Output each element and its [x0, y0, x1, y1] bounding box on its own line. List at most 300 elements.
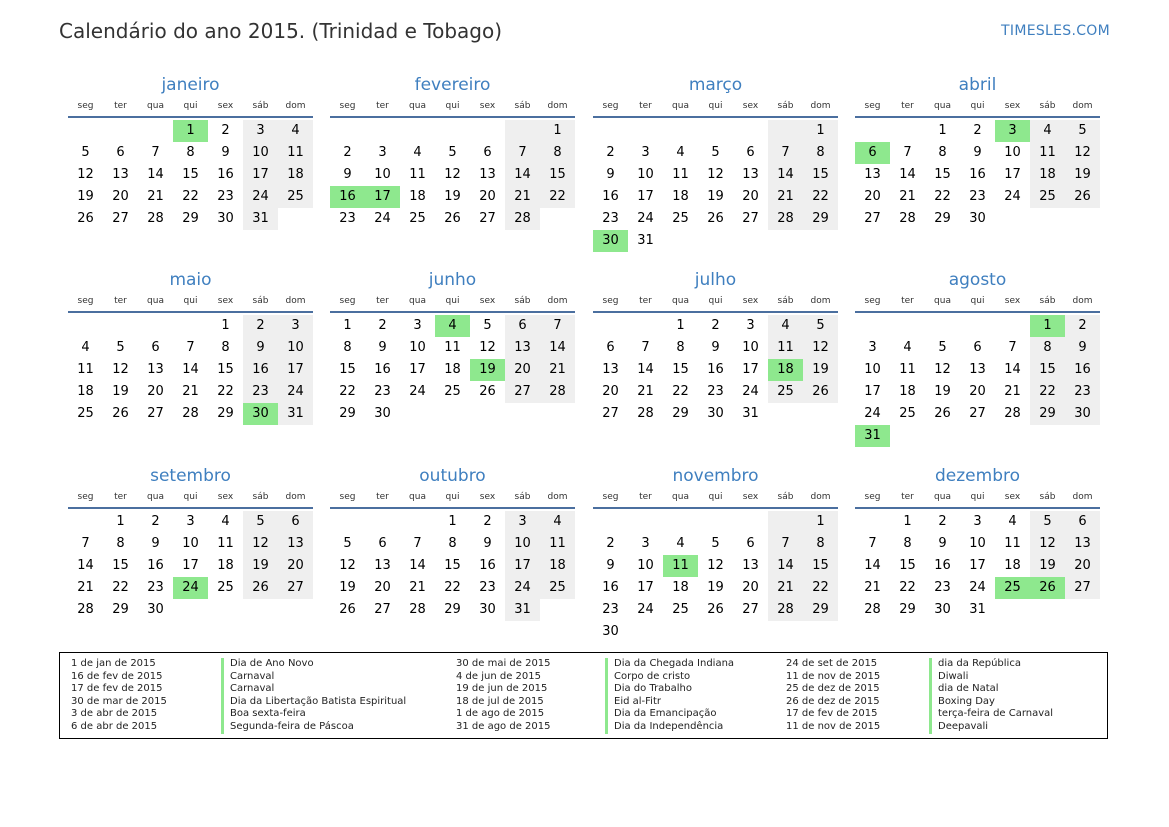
day-cell[interactable]: 7	[81, 536, 90, 551]
day-cell[interactable]: 24	[864, 406, 881, 421]
day-cell[interactable]: 1	[116, 514, 125, 529]
day-cell[interactable]: 16	[479, 558, 496, 573]
day-cell[interactable]: 4	[676, 145, 685, 160]
day-cell[interactable]: 4	[768, 315, 803, 337]
day-cell[interactable]: 11	[217, 536, 234, 551]
day-cell[interactable]: 25	[278, 186, 313, 208]
day-cell[interactable]: 3	[278, 315, 313, 337]
day-cell[interactable]: 19	[707, 580, 724, 595]
day-cell[interactable]: 1	[676, 318, 685, 333]
day-cell[interactable]: 3	[378, 145, 387, 160]
day-cell[interactable]: 2	[221, 123, 230, 138]
day-cell[interactable]: 11	[1004, 536, 1021, 551]
day-cell[interactable]: 15	[1030, 359, 1065, 381]
day-cell[interactable]: 9	[483, 536, 492, 551]
day-cell[interactable]: 28	[505, 208, 540, 230]
day-cell[interactable]: 22	[339, 384, 356, 399]
day-cell[interactable]: 26	[339, 602, 356, 617]
day-cell[interactable]: 1	[448, 514, 457, 529]
day-cell[interactable]: 2	[1065, 315, 1100, 337]
day-cell[interactable]: 11	[77, 362, 94, 377]
day-cell[interactable]: 1	[903, 514, 912, 529]
day-cell[interactable]: 27	[742, 211, 759, 226]
day-cell[interactable]: 17	[409, 362, 426, 377]
day-cell[interactable]: 25	[409, 211, 426, 226]
day-cell[interactable]: 4	[413, 145, 422, 160]
day-cell[interactable]: 9	[938, 536, 947, 551]
day-cell[interactable]: 13	[864, 167, 881, 182]
day-cell[interactable]: 20	[742, 189, 759, 204]
day-cell[interactable]: 12	[339, 558, 356, 573]
day-cell[interactable]: 29	[444, 602, 461, 617]
day-cell[interactable]: 7	[505, 142, 540, 164]
day-cell[interactable]: 23	[243, 381, 278, 403]
day-cell[interactable]: 11	[672, 167, 689, 182]
day-cell[interactable]: 28	[147, 211, 164, 226]
day-cell[interactable]: 17	[637, 189, 654, 204]
day-cell[interactable]: 14	[768, 164, 803, 186]
day-cell[interactable]: 13	[374, 558, 391, 573]
day-cell[interactable]: 6	[378, 536, 387, 551]
day-cell[interactable]: 22	[540, 186, 575, 208]
day-cell[interactable]: 9	[1065, 337, 1100, 359]
day-cell[interactable]: 2	[483, 514, 492, 529]
day-cell[interactable]: 5	[243, 511, 278, 533]
day-cell[interactable]: 21	[637, 384, 654, 399]
day-cell[interactable]: 12	[77, 167, 94, 182]
day-cell[interactable]: 16	[707, 362, 724, 377]
day-cell[interactable]: 7	[1008, 340, 1017, 355]
day-cell[interactable]: 18	[278, 164, 313, 186]
day-cell[interactable]: 22	[112, 580, 129, 595]
day-cell[interactable]: 25	[768, 381, 803, 403]
day-cell[interactable]: 25	[444, 384, 461, 399]
day-cell[interactable]: 15	[217, 362, 234, 377]
day-cell[interactable]: 30	[602, 624, 619, 639]
day-cell[interactable]: 26	[803, 381, 838, 403]
day-cell[interactable]: 21	[409, 580, 426, 595]
day-cell[interactable]: 17	[637, 580, 654, 595]
day-cell[interactable]: 20	[969, 384, 986, 399]
day-cell[interactable]: 15	[182, 167, 199, 182]
day-cell[interactable]: 25	[217, 580, 234, 595]
day-cell[interactable]: 3	[505, 511, 540, 533]
day-cell[interactable]: 7	[768, 533, 803, 555]
day-cell[interactable]: 23	[934, 580, 951, 595]
day-cell[interactable]: 26	[707, 602, 724, 617]
day-cell[interactable]: 28	[637, 406, 654, 421]
day-cell[interactable]: 15	[339, 362, 356, 377]
day-cell[interactable]: 15	[899, 558, 916, 573]
day-cell[interactable]: 20	[1065, 555, 1100, 577]
day-cell[interactable]: 10	[409, 340, 426, 355]
day-cell[interactable]: 20	[278, 555, 313, 577]
day-cell[interactable]: 22	[803, 577, 838, 599]
day-cell[interactable]: 26	[479, 384, 496, 399]
day-cell[interactable]: 8	[186, 145, 195, 160]
day-cell[interactable]: 21	[864, 580, 881, 595]
day-cell[interactable]: 4	[278, 120, 313, 142]
day-cell[interactable]: 19	[77, 189, 94, 204]
day-cell[interactable]: 14	[899, 167, 916, 182]
day-cell[interactable]: 23	[374, 384, 391, 399]
day-cell[interactable]: 17	[365, 186, 400, 208]
day-cell[interactable]: 29	[672, 406, 689, 421]
day-cell[interactable]: 2	[973, 123, 982, 138]
day-cell[interactable]: 19	[470, 359, 505, 381]
day-cell[interactable]: 30	[374, 406, 391, 421]
day-cell[interactable]: 11	[540, 533, 575, 555]
site-link[interactable]: TIMESLES.COM	[1001, 23, 1110, 39]
day-cell[interactable]: 19	[1030, 555, 1065, 577]
day-cell[interactable]: 26	[112, 406, 129, 421]
day-cell[interactable]: 1	[1030, 315, 1065, 337]
day-cell[interactable]: 3	[243, 120, 278, 142]
day-cell[interactable]: 28	[864, 602, 881, 617]
day-cell[interactable]: 5	[803, 315, 838, 337]
day-cell[interactable]: 29	[803, 599, 838, 621]
day-cell[interactable]: 30	[217, 211, 234, 226]
day-cell[interactable]: 28	[768, 599, 803, 621]
day-cell[interactable]: 16	[934, 558, 951, 573]
day-cell[interactable]: 13	[112, 167, 129, 182]
day-cell[interactable]: 24	[969, 580, 986, 595]
day-cell[interactable]: 10	[278, 337, 313, 359]
day-cell[interactable]: 3	[868, 340, 877, 355]
day-cell[interactable]: 18	[540, 555, 575, 577]
day-cell[interactable]: 21	[182, 384, 199, 399]
day-cell[interactable]: 6	[606, 340, 615, 355]
day-cell[interactable]: 2	[378, 318, 387, 333]
day-cell[interactable]: 18	[1030, 164, 1065, 186]
day-cell[interactable]: 11	[899, 362, 916, 377]
day-cell[interactable]: 15	[672, 362, 689, 377]
day-cell[interactable]: 12	[934, 362, 951, 377]
day-cell[interactable]: 24	[374, 211, 391, 226]
day-cell[interactable]: 13	[602, 362, 619, 377]
day-cell[interactable]: 7	[186, 340, 195, 355]
day-cell[interactable]: 25	[899, 406, 916, 421]
day-cell[interactable]: 31	[855, 425, 890, 447]
day-cell[interactable]: 18	[217, 558, 234, 573]
day-cell[interactable]: 7	[540, 315, 575, 337]
day-cell[interactable]: 21	[768, 577, 803, 599]
day-cell[interactable]: 6	[973, 340, 982, 355]
day-cell[interactable]: 30	[1065, 403, 1100, 425]
day-cell[interactable]: 27	[864, 211, 881, 226]
day-cell[interactable]: 29	[803, 208, 838, 230]
day-cell[interactable]: 29	[899, 602, 916, 617]
day-cell[interactable]: 13	[505, 337, 540, 359]
day-cell[interactable]: 5	[116, 340, 125, 355]
day-cell[interactable]: 20	[864, 189, 881, 204]
day-cell[interactable]: 6	[116, 145, 125, 160]
day-cell[interactable]: 29	[182, 211, 199, 226]
day-cell[interactable]: 1	[343, 318, 352, 333]
day-cell[interactable]: 9	[711, 340, 720, 355]
day-cell[interactable]: 5	[448, 145, 457, 160]
day-cell[interactable]: 2	[711, 318, 720, 333]
day-cell[interactable]: 12	[803, 337, 838, 359]
day-cell[interactable]: 30	[593, 230, 628, 252]
day-cell[interactable]: 22	[182, 189, 199, 204]
day-cell[interactable]: 28	[182, 406, 199, 421]
day-cell[interactable]: 5	[1065, 120, 1100, 142]
day-cell[interactable]: 12	[243, 533, 278, 555]
day-cell[interactable]: 22	[672, 384, 689, 399]
day-cell[interactable]: 19	[803, 359, 838, 381]
day-cell[interactable]: 25	[672, 211, 689, 226]
day-cell[interactable]: 13	[1065, 533, 1100, 555]
day-cell[interactable]: 14	[409, 558, 426, 573]
day-cell[interactable]: 1	[540, 120, 575, 142]
day-cell[interactable]: 4	[221, 514, 230, 529]
day-cell[interactable]: 2	[151, 514, 160, 529]
day-cell[interactable]: 6	[151, 340, 160, 355]
day-cell[interactable]: 12	[479, 340, 496, 355]
day-cell[interactable]: 24	[243, 186, 278, 208]
day-cell[interactable]: 14	[77, 558, 94, 573]
day-cell[interactable]: 2	[343, 145, 352, 160]
day-cell[interactable]: 5	[81, 145, 90, 160]
day-cell[interactable]: 21	[540, 359, 575, 381]
day-cell[interactable]: 6	[855, 142, 890, 164]
day-cell[interactable]: 27	[969, 406, 986, 421]
day-cell[interactable]: 24	[1004, 189, 1021, 204]
day-cell[interactable]: 1	[803, 120, 838, 142]
day-cell[interactable]: 14	[768, 555, 803, 577]
day-cell[interactable]: 24	[637, 211, 654, 226]
day-cell[interactable]: 1	[938, 123, 947, 138]
day-cell[interactable]: 25	[995, 577, 1030, 599]
day-cell[interactable]: 24	[742, 384, 759, 399]
day-cell[interactable]: 3	[995, 120, 1030, 142]
day-cell[interactable]: 13	[147, 362, 164, 377]
day-cell[interactable]: 28	[540, 381, 575, 403]
day-cell[interactable]: 24	[409, 384, 426, 399]
day-cell[interactable]: 18	[672, 189, 689, 204]
day-cell[interactable]: 17	[243, 164, 278, 186]
day-cell[interactable]: 8	[116, 536, 125, 551]
day-cell[interactable]: 20	[742, 580, 759, 595]
day-cell[interactable]: 11	[409, 167, 426, 182]
day-cell[interactable]: 20	[147, 384, 164, 399]
day-cell[interactable]: 15	[112, 558, 129, 573]
day-cell[interactable]: 15	[934, 167, 951, 182]
day-cell[interactable]: 16	[147, 558, 164, 573]
day-cell[interactable]: 5	[711, 536, 720, 551]
day-cell[interactable]: 30	[707, 406, 724, 421]
day-cell[interactable]: 25	[1030, 186, 1065, 208]
day-cell[interactable]: 10	[243, 142, 278, 164]
day-cell[interactable]: 9	[151, 536, 160, 551]
day-cell[interactable]: 29	[1030, 403, 1065, 425]
day-cell[interactable]: 20	[505, 359, 540, 381]
day-cell[interactable]: 3	[973, 514, 982, 529]
day-cell[interactable]: 4	[903, 340, 912, 355]
day-cell[interactable]: 29	[112, 602, 129, 617]
day-cell[interactable]: 28	[768, 208, 803, 230]
day-cell[interactable]: 22	[444, 580, 461, 595]
day-cell[interactable]: 7	[641, 340, 650, 355]
day-cell[interactable]: 9	[606, 558, 615, 573]
day-cell[interactable]: 16	[1065, 359, 1100, 381]
day-cell[interactable]: 23	[707, 384, 724, 399]
day-cell[interactable]: 14	[505, 164, 540, 186]
day-cell[interactable]: 23	[602, 602, 619, 617]
day-cell[interactable]: 26	[243, 577, 278, 599]
day-cell[interactable]: 16	[330, 186, 365, 208]
day-cell[interactable]: 21	[77, 580, 94, 595]
day-cell[interactable]: 22	[899, 580, 916, 595]
day-cell[interactable]: 3	[746, 318, 755, 333]
day-cell[interactable]: 7	[768, 142, 803, 164]
day-cell[interactable]: 26	[934, 406, 951, 421]
day-cell[interactable]: 24	[637, 602, 654, 617]
day-cell[interactable]: 3	[641, 536, 650, 551]
day-cell[interactable]: 1	[221, 318, 230, 333]
day-cell[interactable]: 2	[243, 315, 278, 337]
day-cell[interactable]: 9	[343, 167, 352, 182]
day-cell[interactable]: 11	[663, 555, 698, 577]
day-cell[interactable]: 23	[969, 189, 986, 204]
day-cell[interactable]: 15	[803, 164, 838, 186]
day-cell[interactable]: 26	[444, 211, 461, 226]
day-cell[interactable]: 10	[637, 558, 654, 573]
day-cell[interactable]: 29	[339, 406, 356, 421]
day-cell[interactable]: 20	[374, 580, 391, 595]
day-cell[interactable]: 8	[803, 142, 838, 164]
day-cell[interactable]: 8	[448, 536, 457, 551]
day-cell[interactable]: 31	[243, 208, 278, 230]
day-cell[interactable]: 9	[606, 167, 615, 182]
day-cell[interactable]: 14	[182, 362, 199, 377]
day-cell[interactable]: 21	[505, 186, 540, 208]
day-cell[interactable]: 19	[707, 189, 724, 204]
day-cell[interactable]: 11	[444, 340, 461, 355]
day-cell[interactable]: 5	[483, 318, 492, 333]
day-cell[interactable]: 6	[278, 511, 313, 533]
day-cell[interactable]: 4	[435, 315, 470, 337]
day-cell[interactable]: 28	[1004, 406, 1021, 421]
day-cell[interactable]: 30	[934, 602, 951, 617]
day-cell[interactable]: 27	[1065, 577, 1100, 599]
day-cell[interactable]: 12	[1030, 533, 1065, 555]
day-cell[interactable]: 27	[147, 406, 164, 421]
day-cell[interactable]: 27	[278, 577, 313, 599]
day-cell[interactable]: 25	[540, 577, 575, 599]
day-cell[interactable]: 20	[602, 384, 619, 399]
day-cell[interactable]: 5	[938, 340, 947, 355]
day-cell[interactable]: 17	[1004, 167, 1021, 182]
day-cell[interactable]: 27	[505, 381, 540, 403]
day-cell[interactable]: 18	[672, 580, 689, 595]
day-cell[interactable]: 3	[413, 318, 422, 333]
day-cell[interactable]: 30	[243, 403, 278, 425]
day-cell[interactable]: 6	[746, 536, 755, 551]
day-cell[interactable]: 16	[243, 359, 278, 381]
day-cell[interactable]: 21	[768, 186, 803, 208]
day-cell[interactable]: 8	[1030, 337, 1065, 359]
day-cell[interactable]: 14	[1004, 362, 1021, 377]
day-cell[interactable]: 5	[343, 536, 352, 551]
day-cell[interactable]: 12	[707, 558, 724, 573]
day-cell[interactable]: 13	[479, 167, 496, 182]
day-cell[interactable]: 13	[742, 167, 759, 182]
day-cell[interactable]: 4	[1008, 514, 1017, 529]
day-cell[interactable]: 16	[602, 189, 619, 204]
day-cell[interactable]: 27	[112, 211, 129, 226]
day-cell[interactable]: 17	[278, 359, 313, 381]
day-cell[interactable]: 25	[672, 602, 689, 617]
day-cell[interactable]: 4	[540, 511, 575, 533]
day-cell[interactable]: 19	[243, 555, 278, 577]
day-cell[interactable]: 12	[444, 167, 461, 182]
day-cell[interactable]: 24	[505, 577, 540, 599]
day-cell[interactable]: 31	[278, 403, 313, 425]
day-cell[interactable]: 23	[147, 580, 164, 595]
day-cell[interactable]: 10	[742, 340, 759, 355]
day-cell[interactable]: 17	[742, 362, 759, 377]
day-cell[interactable]: 26	[1065, 186, 1100, 208]
day-cell[interactable]: 16	[969, 167, 986, 182]
day-cell[interactable]: 6	[483, 145, 492, 160]
day-cell[interactable]: 9	[973, 145, 982, 160]
day-cell[interactable]: 14	[540, 337, 575, 359]
day-cell[interactable]: 8	[676, 340, 685, 355]
day-cell[interactable]: 6	[1065, 511, 1100, 533]
day-cell[interactable]: 16	[602, 580, 619, 595]
day-cell[interactable]: 31	[969, 602, 986, 617]
day-cell[interactable]: 22	[217, 384, 234, 399]
day-cell[interactable]: 7	[413, 536, 422, 551]
day-cell[interactable]: 9	[243, 337, 278, 359]
day-cell[interactable]: 28	[409, 602, 426, 617]
day-cell[interactable]: 20	[479, 189, 496, 204]
day-cell[interactable]: 11	[1030, 142, 1065, 164]
day-cell[interactable]: 8	[221, 340, 230, 355]
day-cell[interactable]: 18	[409, 189, 426, 204]
day-cell[interactable]: 26	[77, 211, 94, 226]
day-cell[interactable]: 26	[707, 211, 724, 226]
day-cell[interactable]: 2	[606, 536, 615, 551]
day-cell[interactable]: 30	[479, 602, 496, 617]
day-cell[interactable]: 4	[1030, 120, 1065, 142]
day-cell[interactable]: 11	[768, 337, 803, 359]
day-cell[interactable]: 12	[1065, 142, 1100, 164]
day-cell[interactable]: 8	[803, 533, 838, 555]
day-cell[interactable]: 19	[444, 189, 461, 204]
day-cell[interactable]: 28	[899, 211, 916, 226]
day-cell[interactable]: 19	[934, 384, 951, 399]
day-cell[interactable]: 10	[969, 536, 986, 551]
day-cell[interactable]: 22	[803, 186, 838, 208]
day-cell[interactable]: 18	[1004, 558, 1021, 573]
day-cell[interactable]: 31	[742, 406, 759, 421]
day-cell[interactable]: 6	[746, 145, 755, 160]
day-cell[interactable]: 27	[742, 602, 759, 617]
day-cell[interactable]: 5	[711, 145, 720, 160]
day-cell[interactable]: 22	[1030, 381, 1065, 403]
day-cell[interactable]: 25	[77, 406, 94, 421]
day-cell[interactable]: 14	[864, 558, 881, 573]
day-cell[interactable]: 10	[864, 362, 881, 377]
day-cell[interactable]: 21	[899, 189, 916, 204]
day-cell[interactable]: 8	[903, 536, 912, 551]
day-cell[interactable]: 28	[77, 602, 94, 617]
day-cell[interactable]: 10	[637, 167, 654, 182]
day-cell[interactable]: 18	[899, 384, 916, 399]
